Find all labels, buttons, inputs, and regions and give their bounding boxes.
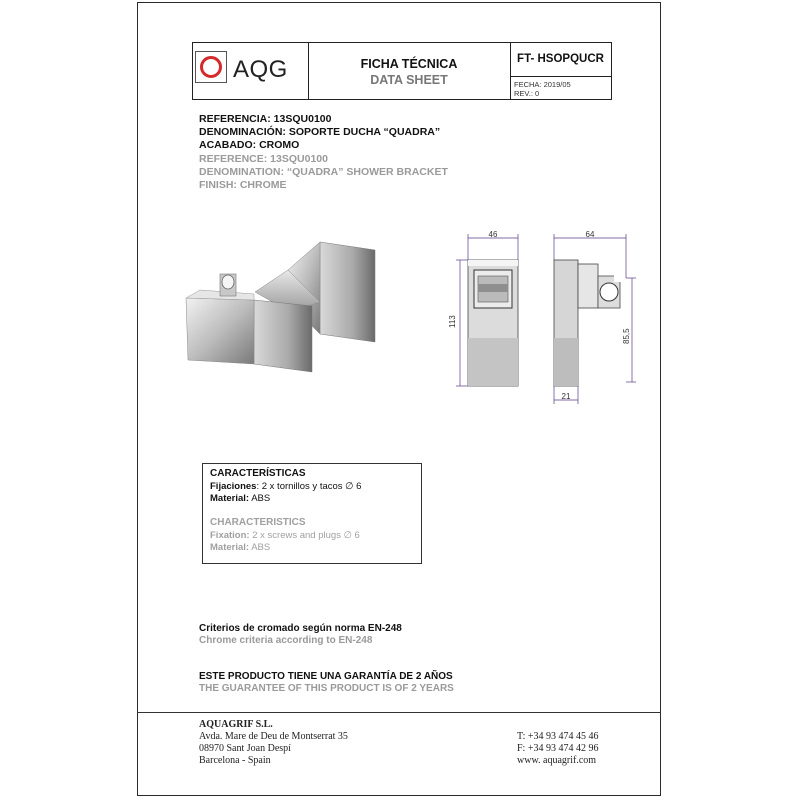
header-table bbox=[192, 42, 612, 100]
fax: F: +34 93 474 42 96 bbox=[517, 743, 599, 754]
material-label-en: Material: bbox=[210, 542, 250, 553]
title-cell bbox=[308, 43, 511, 99]
acabado: ACABADO: CROMO bbox=[199, 139, 300, 151]
material-value-en: ABS bbox=[249, 542, 271, 553]
front-height-label: 113 bbox=[448, 315, 457, 328]
address-line-2: 08970 Sant Joan Despí bbox=[199, 743, 291, 754]
front-width-label: 46 bbox=[488, 230, 498, 239]
company-name: AQUAGRIF S.L. bbox=[199, 719, 273, 730]
characteristics-box bbox=[202, 463, 422, 564]
criteria-en: Chrome criteria according to EN-248 bbox=[199, 635, 373, 646]
front-view-drawing bbox=[440, 228, 530, 398]
address-line-1: Avda. Mare de Deu de Montserrat 35 bbox=[199, 731, 348, 742]
title-es: FICHA TÉCNICA bbox=[360, 57, 458, 71]
code-cell bbox=[510, 43, 611, 99]
logo-cell bbox=[193, 43, 309, 99]
fixation-es bbox=[210, 481, 361, 493]
logo-text: AQG bbox=[233, 56, 288, 83]
phone: T: +34 93 474 45 46 bbox=[517, 731, 599, 742]
guarantee-en: THE GUARANTEE OF THIS PRODUCT IS OF 2 YEARS bbox=[199, 683, 454, 694]
characteristics-title-en: CHARACTERISTICS bbox=[210, 517, 306, 528]
reference: REFERENCE: 13SQU0100 bbox=[199, 153, 328, 165]
address-line-3: Barcelona - Spain bbox=[199, 755, 271, 766]
fixation-label-es: Fijaciones bbox=[210, 481, 257, 492]
title-en: DATA SHEET bbox=[370, 73, 448, 87]
product-photo bbox=[180, 232, 380, 402]
logo-ring-icon bbox=[200, 56, 222, 78]
denominacion: DENOMINACIÓN: SOPORTE DUCHA “QUADRA” bbox=[199, 126, 441, 138]
material-value-es: ABS bbox=[249, 493, 271, 504]
website-link[interactable]: www. aquagrif.com bbox=[517, 755, 597, 766]
material-label-es: Material: bbox=[210, 493, 250, 504]
side-width-label: 64 bbox=[585, 230, 595, 239]
material-en bbox=[210, 542, 270, 554]
fixation-value-es: : 2 x tornillos y tacos ∅ 6 bbox=[256, 481, 362, 492]
referencia: REFERENCIA: 13SQU0100 bbox=[199, 113, 332, 125]
fixation-label-en: Fixation: bbox=[210, 530, 250, 541]
characteristics-title-es: CARACTERÍSTICAS bbox=[210, 468, 306, 479]
fixation-value-en: 2 x screws and plugs ∅ 6 bbox=[249, 530, 360, 541]
revision: REV.: 0 bbox=[514, 89, 540, 98]
side-view-drawing bbox=[540, 228, 640, 408]
side-depth-label: 21 bbox=[561, 392, 571, 401]
material-es bbox=[210, 493, 270, 505]
fecha: FECHA: 2019/05 bbox=[514, 80, 571, 89]
footer-divider bbox=[137, 712, 661, 713]
document-code: FT- HSOPQUCR bbox=[510, 43, 611, 77]
finish: FINISH: CHROME bbox=[199, 179, 287, 191]
criteria-es: Criterios de cromado según norma EN-248 bbox=[199, 623, 402, 634]
guarantee-es: ESTE PRODUCTO TIENE UNA GARANTÍA DE 2 AÑOS bbox=[199, 671, 453, 682]
denomination: DENOMINATION: “QUADRA” SHOWER BRACKET bbox=[199, 166, 448, 178]
fixation-en bbox=[210, 530, 360, 542]
side-height-label: 85,5 bbox=[622, 328, 631, 344]
